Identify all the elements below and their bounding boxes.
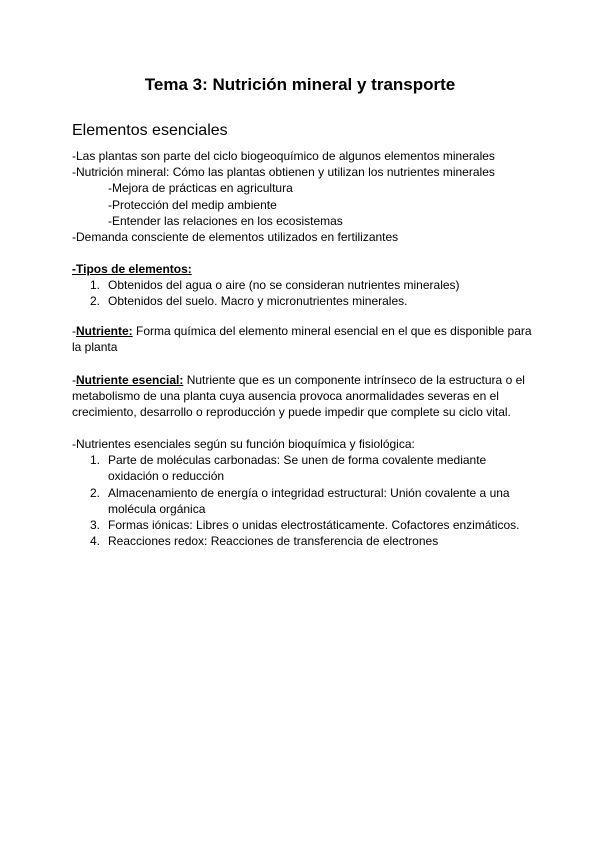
sub-item: -Protección del medip ambiente	[108, 197, 277, 212]
list-number: 2.	[90, 294, 101, 309]
tipos-heading: Tipos de elementos:	[76, 262, 192, 276]
nutriente-esencial-text: Nutriente que es un componente intrínseco de la estructura o el metabolismo de una planta cuya ausencia provoca anormalidades severas en el crecimiento, desarrollo o reproducción y puede impedir que complete su ciclo vital.	[72, 373, 525, 420]
funciones-block	[72, 436, 532, 549]
nutriente-definition	[72, 323, 532, 355]
list-item-text: Parte de moléculas carbonadas: Se unen de forma covalente mediante oxidación o reducción	[108, 453, 487, 484]
list-item-text: Reacciones redox: Reacciones de transferencia de electrones	[108, 534, 439, 549]
demand-line: -Demanda consciente de elementos utilizados en fertilizantes	[72, 230, 399, 245]
sub-item: -Mejora de prácticas en agricultura	[108, 181, 293, 196]
list-item-text: Formas iónicas: Libres o unidas electrostáticamente. Cofactores enzimáticos.	[108, 518, 520, 533]
list-number: 1.	[90, 453, 101, 468]
nutriente-text: Forma química del elemento mineral esencial en el que es disponible para la planta	[72, 324, 532, 355]
page-title: Tema 3: Nutrición mineral y transporte	[144, 75, 456, 94]
nutriente-esencial-dash: -	[72, 373, 76, 387]
list-number: 1.	[90, 278, 101, 293]
list-item	[72, 517, 532, 533]
intro-line: -Las plantas son parte del ciclo biogeoquímico de algunos elementos minerales	[72, 149, 495, 163]
list-item	[72, 293, 532, 309]
sub-item: -Entender las relaciones en los ecosistemas	[108, 213, 343, 228]
list-number: 3.	[90, 518, 101, 533]
list-item	[72, 485, 532, 517]
funciones-list	[72, 452, 532, 549]
funciones-intro: -Nutrientes esenciales según su función bioquímica y fisiológica:	[72, 437, 415, 451]
list-item	[72, 452, 532, 484]
list-item-text: Almacenamiento de energía o integridad estructural: Unión covalente a una molécula orgánica	[108, 485, 510, 516]
nutriente-dash: -	[72, 324, 76, 338]
list-number: 2.	[90, 485, 101, 500]
tipos-heading-line	[72, 261, 532, 277]
nutriente-term: Nutriente:	[76, 324, 133, 338]
list-item-text: Obtenidos del suelo. Macro y micronutrientes minerales.	[108, 294, 408, 309]
list-item	[72, 277, 532, 293]
nutriente-esencial-term: Nutriente esencial:	[76, 373, 184, 387]
section-title: Elementos esenciales	[72, 122, 228, 139]
tipos-block	[72, 261, 532, 310]
intro-block	[72, 148, 532, 245]
intro-line: -Nutrición mineral: Cómo las plantas obtienen y utilizan los nutrientes minerales	[72, 165, 495, 180]
tipos-dash: -	[72, 262, 76, 276]
nutriente-esencial-definition	[72, 372, 532, 421]
list-number: 4.	[90, 534, 101, 549]
list-item-text: Obtenidos del agua o aire (no se consideran nutrientes minerales)	[108, 278, 460, 293]
tipos-list	[72, 277, 532, 309]
list-item	[72, 533, 532, 549]
